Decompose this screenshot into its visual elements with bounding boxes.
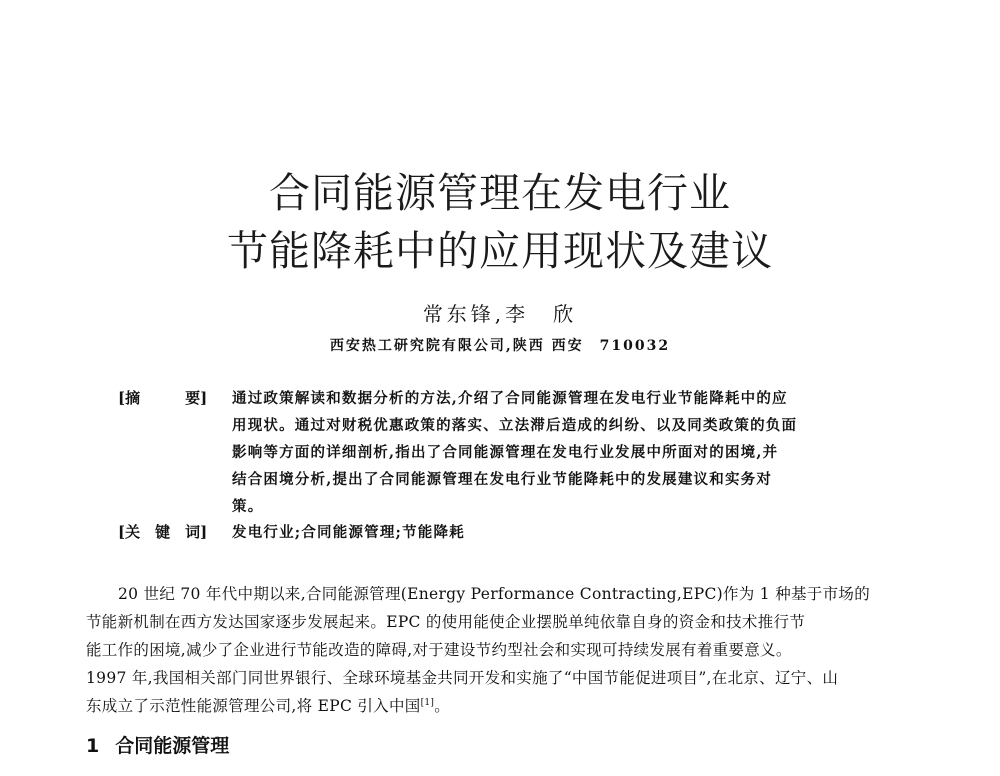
end-punctuation: 。 [434, 697, 451, 715]
abstract-label: [摘 要] [118, 389, 208, 407]
section-heading [86, 731, 229, 758]
citation-reference[interactable]: [1] [420, 698, 435, 708]
paper-title-line-1: 合同能源管理在发电行业 [269, 169, 731, 217]
body-line: 能工作的困境,减少了企业进行节能改造的障碍,对于建设节约型社会和实现可持续发展有着重要意义。 [86, 641, 792, 659]
abstract-line: 影响等方面的详细剖析,指出了合同能源管理在发电行业发展中所面对的困境,并 [232, 444, 779, 461]
body-line-text: 东成立了示范性能源管理公司,将 EPC 引入中国 [86, 697, 421, 715]
affiliation: 西安热工研究院有限公司,陕西 西安 710032 [329, 338, 671, 354]
authors: 常东锋,李 欣 [422, 302, 578, 326]
body-line-last [86, 694, 450, 716]
section-title: 合同能源管理 [115, 735, 230, 757]
abstract-line: 通过政策解读和数据分析的方法,介绍了合同能源管理在发电行业节能降耗中的应 [232, 390, 788, 407]
section-number: 1 [86, 735, 100, 757]
keywords-label: [关 键 词] [118, 523, 208, 541]
body-line: 节能新机制在西方发达国家逐步发展起来。EPC 的使用能使企业摆脱单纯依靠自身的资金和技术推行节 [86, 613, 806, 631]
keywords-text: 发电行业;合同能源管理;节能降耗 [232, 524, 465, 541]
body-line: 20 世纪 70 年代中期以来,合同能源管理(Energy Performance Contracting,EPC)作为 1 种基于市场的 [118, 585, 871, 603]
paper-title-line-2: 节能降耗中的应用现状及建议 [227, 227, 773, 275]
body-line: 1997 年,我国相关部门同世界银行、全球环境基金共同开发和实施了“中国节能促进项目”,在北京、辽宁、山 [86, 669, 839, 687]
abstract-line: 结合困境分析,提出了合同能源管理在发电行业节能降耗中的发展建议和实务对 [232, 471, 773, 488]
abstract-line: 用现状。通过对财税优惠政策的落实、立法滞后造成的纠纷、以及同类政策的负面 [232, 417, 798, 434]
abstract-line: 策。 [232, 498, 264, 515]
